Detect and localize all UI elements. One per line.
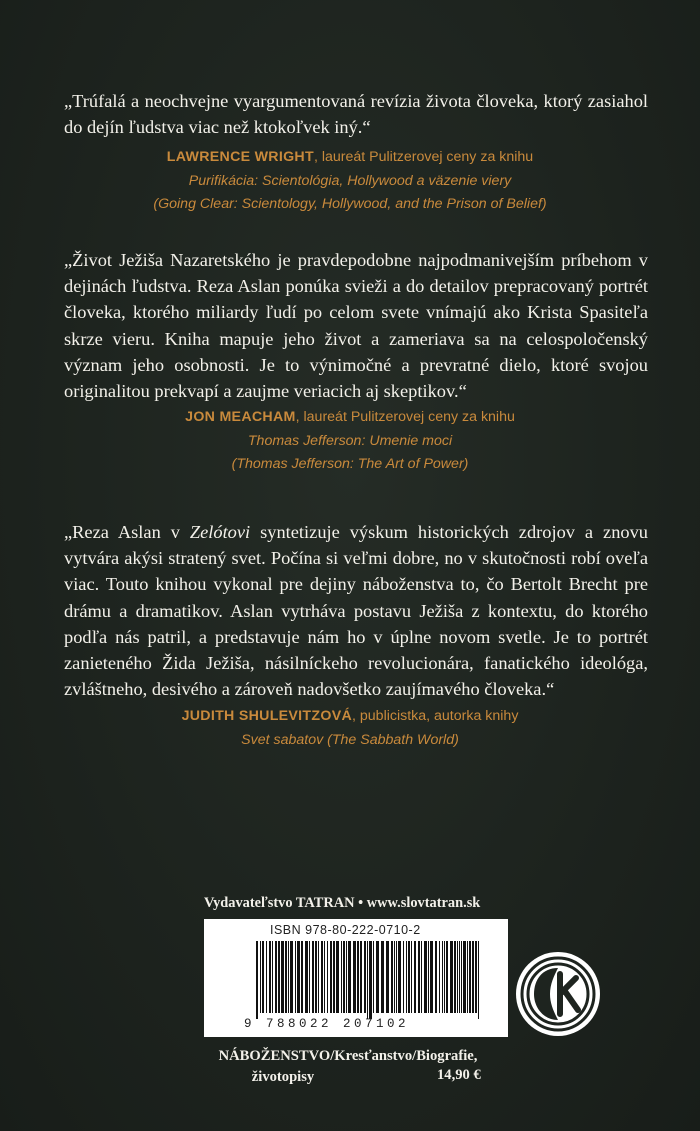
barcode-bar: [321, 941, 323, 1013]
barcode-bar: [428, 941, 429, 1013]
barcode-bar: [333, 941, 335, 1013]
quote-3: [64, 519, 648, 702]
quote-3-text-before: „Reza Aslan v: [64, 522, 190, 542]
quote-1-book-original: (Going Clear: Scientology, Hollywood, and the Prison of Belief): [153, 196, 547, 212]
barcode-bar: [357, 941, 359, 1013]
quote-1-author: LAWRENCE WRIGHT: [166, 149, 314, 165]
quote-2: „Život Ježiša Nazaretského je pravdepodobne najpodmanivejším príbehom v dejinách ľudstva. Reza Aslan ponúka svieži a do detailov prepracovaný portrét človeka, ktorého miliardy ľudí po celom svete vnímajú ako Krista Spasiteľa skrze vieru. Kniha mapuje jeho život a zameriava sa na celospoločenský význam jeho osobnosti. Je to výnimočné a prevratné dielo, ktoré svojou originalitou prekvapí a zaujme veriacich aj skeptikov.“: [64, 250, 648, 402]
quote-2-book: Thomas Jefferson: Umenie moci: [247, 432, 453, 449]
barcode-bar: [324, 941, 325, 1013]
category-line-1: NÁBOŽENSTVO/Kresťanstvo/Biografie,: [218, 1048, 478, 1064]
quote-2-attribution: [0, 406, 700, 477]
barcode-bar: [430, 941, 433, 1013]
quote-3-text-after: syntetizuje výskum historických zdrojov a znovu vytvára akýsi stratený svet. Počína si veľmi dobre, no v skutočnosti robí oveľa viac. Touto knihou vykonal pre dejiny náboženstva to, čo Bertolt Brecht pre drámu a dramatikov. Aslan vytrháva postavu Ježiša z kontextu, do ktorého podľa nás patril, a predstavuje nám ho v úplne novom svetle. Je to portrét zanieteného Žida Ježiša, násilníckeho revolucionára, fanatického ideológa, zvláštneho, desivého a zároveň nadovšetko zaujímavého človeka.“: [64, 522, 648, 700]
barcode-icon: [256, 941, 482, 1019]
barcode-bar: [396, 941, 397, 1013]
barcode-bar: [295, 941, 296, 1013]
barcode-bar: [459, 941, 460, 1013]
barcode-bar: [272, 941, 273, 1013]
barcode-bar: [278, 941, 280, 1013]
quote-1-role: , laureát Pulitzerovej ceny za knihu: [313, 149, 534, 165]
barcode-bar: [343, 941, 345, 1013]
quote-2-book-original: (Thomas Jefferson: The Art of Power): [231, 456, 469, 472]
barcode-bar: [364, 941, 366, 1013]
barcode-bar: [469, 941, 471, 1013]
barcode-bar: [309, 941, 310, 1013]
barcode-bar: [369, 941, 372, 1019]
isbn-number: ISBN 978-80-222-0710-2: [270, 923, 421, 937]
quote-1-attribution: [0, 146, 700, 217]
barcode-bar: [297, 941, 300, 1013]
barcode-bar: [386, 941, 389, 1013]
barcode-bar: [446, 941, 448, 1013]
barcode-bar: [381, 941, 384, 1013]
barcode-bar: [472, 941, 474, 1013]
quote-1: „Trúfalá a neochvejne vyargumentovaná revízia života človeka, ktorý zasiahol do dejín ľudstva viac než ktokoľvek iný.“: [64, 91, 648, 138]
category-line-2: životopisy: [251, 1069, 315, 1085]
quote-2-role: , laureát Pulitzerovej ceny za knihu: [295, 409, 515, 425]
barcode-bar: [312, 941, 314, 1013]
quote-3-book: Svet sabatov (The Sabbath World): [241, 731, 459, 748]
barcode-bar: [435, 941, 437, 1013]
barcode-bar: [269, 941, 271, 1013]
barcode-bar: [478, 941, 479, 1019]
barcode-bar: [353, 941, 356, 1013]
barcode-bar: [341, 941, 342, 1013]
barcode-bar: [260, 941, 261, 1013]
quote-1-book: Purifikácia: Scientológia, Hollywood a väzenie viery: [188, 172, 512, 189]
barcode-bar: [463, 941, 466, 1013]
barcode-bar: [398, 941, 401, 1013]
barcode-bar: [367, 941, 368, 1019]
barcode-bar: [454, 941, 456, 1013]
barcode-bar: [450, 941, 453, 1013]
barcode-bar: [439, 941, 440, 1013]
barcode-bar: [421, 941, 422, 1013]
barcode-bar: [266, 941, 267, 1013]
barcode-bar: [403, 941, 404, 1013]
barcode-bar: [318, 941, 319, 1013]
quote-2-author: JON MEACHAM: [185, 409, 296, 425]
barcode-bar: [442, 941, 443, 1013]
barcode-bar: [394, 941, 395, 1013]
quote-3-author: JUDITH SHULEVITZOVÁ: [181, 708, 353, 724]
barcode-bar: [373, 941, 374, 1013]
barcode-panel: [204, 919, 508, 1037]
barcode-bar: [411, 941, 412, 1013]
barcode-bar: [262, 941, 264, 1013]
barcode-bar: [360, 941, 362, 1013]
barcode-bar: [327, 941, 328, 1013]
price: 14,90 €: [437, 1067, 481, 1083]
tatran-logo-icon: [514, 950, 602, 1038]
barcode-bar: [256, 941, 258, 1019]
publisher-line: Vydavateľstvo TATRAN • www.slovtatran.sk: [204, 895, 481, 911]
barcode-bar: [348, 941, 351, 1013]
barcode-bar: [288, 941, 289, 1013]
barcode-bar: [406, 941, 407, 1013]
barcode-bar: [315, 941, 317, 1013]
quote-3-book-title: Zelótovi: [189, 522, 251, 542]
barcode-bar: [424, 941, 427, 1013]
barcode-bar: [330, 941, 332, 1013]
barcode-bar: [305, 941, 308, 1013]
barcode-bar: [391, 941, 393, 1013]
barcode-bar: [336, 941, 339, 1013]
barcode-bar: [290, 941, 293, 1013]
barcode-bar: [457, 941, 458, 1013]
ean-number: 9 788022 207102: [244, 1017, 410, 1031]
barcode-bar: [281, 941, 284, 1013]
quote-3-attribution: [0, 705, 700, 752]
barcode-bar: [467, 941, 468, 1013]
barcode-bar: [301, 941, 303, 1013]
barcode-bar: [346, 941, 347, 1013]
barcode-bar: [275, 941, 277, 1013]
quote-3-role: , publicistka, autorka knihy: [352, 708, 519, 724]
barcode-bar: [408, 941, 410, 1013]
barcode-bar: [376, 941, 379, 1013]
barcode-bar: [461, 941, 462, 1013]
barcode-bar: [414, 941, 416, 1013]
barcode-bar: [475, 941, 477, 1013]
barcode-bar: [444, 941, 445, 1013]
barcode-bar: [418, 941, 420, 1013]
barcode-bar: [285, 941, 287, 1013]
